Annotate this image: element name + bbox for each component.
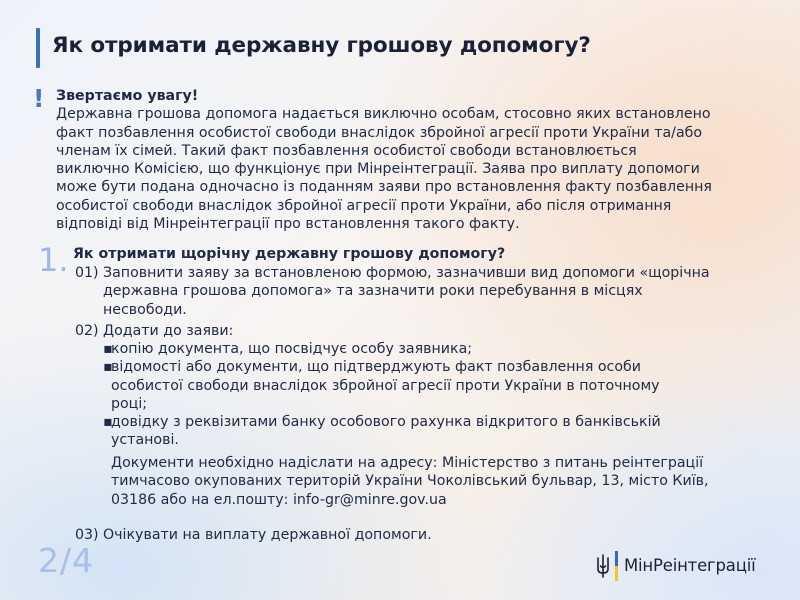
address-line: тимчасово окупованих територій України Чоколівський бульвар, 13, місто Київ,	[111, 473, 709, 490]
step-line: несвободи.	[103, 301, 187, 318]
list-item-line: особистої свободи внаслідок збройної агресії проти України в поточному	[111, 377, 660, 394]
address-line[interactable]: 03186 або на ел.пошту: info-gr@minre.gov.ua	[111, 491, 447, 508]
step-text: Очікувати на виплату державної допомоги.	[103, 527, 432, 543]
step-number: 01)	[75, 265, 99, 281]
notice-line: факт позбавлення особистої свободи внаслідок збройної агресії проти України та/або	[56, 124, 703, 141]
address-line: Документи необхідно надіслати на адресу: Міністерство з питань реінтеграції	[111, 455, 704, 471]
list-item-line: році;	[111, 395, 148, 412]
bullet-icon: ▪	[103, 414, 113, 431]
step-line: Заповнити заяву за встановленою формою, зазначивши вид допомоги «щорічна	[103, 265, 710, 281]
notice-heading: Звертаємо увагу!	[56, 88, 199, 104]
list-item-line: відомості або документи, що підтверджують факт позбавлення особи	[111, 359, 641, 376]
step-number: 02)	[75, 323, 99, 339]
page-title: Як отримати державну грошову допомогу?	[52, 33, 591, 58]
list-item-line: установі.	[111, 432, 179, 449]
title-accent-bar	[36, 28, 40, 68]
notice-line: членам їх сімей. Такий факт позбавлення особистої свободи встановлюється	[56, 142, 637, 159]
step-text	[103, 264, 773, 319]
logo-text: МінРеінтеграції	[624, 556, 756, 575]
notice-block	[56, 87, 776, 233]
flag-blue	[615, 551, 618, 566]
list-item-line: довідку з реквізитами банку особового рахунка відкритого в банківській	[111, 414, 661, 431]
notice-line: виключно Комісією, що функціонує при Мінреінтеграції. Заява про виплату допомоги	[56, 161, 700, 178]
notice-line: відповіді від Мінреінтеграції про встановлення такого факту.	[56, 216, 520, 233]
flag-yellow	[615, 566, 618, 581]
section-number: 1.	[38, 241, 69, 279]
page-indicator: 2/4	[38, 541, 95, 580]
step-line: державна грошова допомога» та зазначити роки перебування в місцях	[103, 283, 643, 300]
section-title: Як отримати щорічну державну грошову допомогу?	[73, 246, 506, 262]
submission-address	[111, 454, 771, 509]
notice-line: може бути подана одночасно із поданням заяви про встановлення факту позбавлення	[56, 179, 712, 196]
bullet-icon: ▪	[103, 341, 113, 357]
step-number: 03)	[75, 527, 99, 543]
flag-stripe	[615, 551, 618, 581]
step-text: Додати до заяви:	[103, 323, 234, 339]
bullet-icon: ▪	[103, 359, 113, 376]
list-item	[101, 413, 771, 450]
attachment-list	[101, 340, 771, 450]
trident-icon	[596, 554, 610, 578]
notice-line: особистої свободи внаслідок збройної агресії проти України, або після отримання	[56, 197, 672, 214]
exclamation-icon: !	[33, 84, 45, 113]
list-item	[101, 358, 771, 413]
list-item	[101, 340, 771, 358]
notice-line: Державна грошова допомога надається виключно особам, стосовно яких встановлено	[56, 106, 711, 123]
list-item-line: копію документа, що посвідчує особу заявника;	[111, 341, 473, 357]
